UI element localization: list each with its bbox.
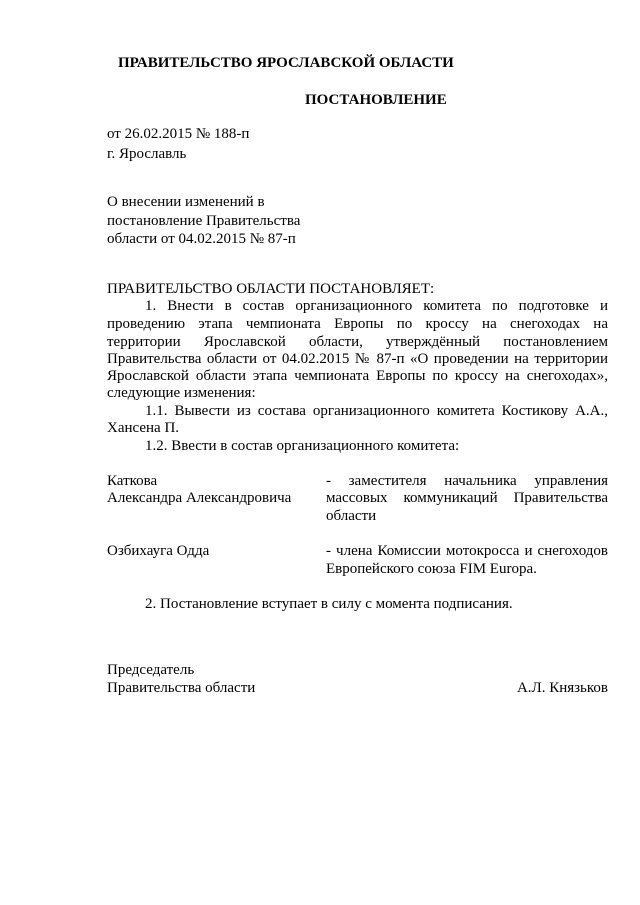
org-heading: ПРАВИТЕЛЬСТВО ЯРОСЛАВСКОЙ ОБЛАСТИ	[118, 55, 454, 71]
item1-line-6: следующие изменения:	[107, 385, 256, 401]
subject-line-1: О внесении изменений в	[107, 194, 265, 210]
member-2-name-line-1: Озбихауга Одда	[107, 543, 210, 559]
doc-type-heading: ПОСТАНОВЛЕНИЕ	[305, 92, 447, 108]
resolves-heading: ПРАВИТЕЛЬСТВО ОБЛАСТИ ПОСТАНОВЛЯЕТ:	[107, 281, 435, 297]
member-1-name-line-1: Каткова	[107, 473, 158, 489]
item1-1-line-1: 1.1. Вывести из состава организационного комитета Костикову А.А.,	[145, 403, 608, 419]
date-number: от 26.02.2015 № 188-п	[107, 126, 250, 142]
member-2-role-line-1: - члена Комиссии мотокросса и снегоходов	[326, 543, 608, 559]
item1-line-1: 1. Внести в состав организационного комитета по подготовке и	[145, 298, 608, 314]
item1-1-line-2: Хансена П.	[107, 420, 180, 436]
signature-title-line-1: Председатель	[107, 662, 195, 678]
city: г. Ярославль	[107, 146, 187, 162]
item1-line-2: проведению этапа чемпионата Европы по кроссу на снегоходах на	[107, 316, 608, 332]
subject-line-3: области от 04.02.2015 № 87-п	[107, 231, 296, 247]
member-1-role-line-3: области	[326, 508, 377, 524]
member-2-role-line-2: Европейского союза FIM Europa.	[326, 561, 537, 577]
subject-line-2: постановление Правительства	[107, 213, 301, 229]
item1-line-3: территории Ярославской области, утверждённый постановлением	[107, 334, 608, 350]
item1-line-4: Правительства области от 04.02.2015 № 87-п «О проведении на территории	[107, 351, 608, 367]
member-1-name-line-2: Александра Александровича	[107, 490, 292, 506]
item2: 2. Постановление вступает в силу с момента подписания.	[145, 596, 513, 612]
member-1-role-line-1: - заместителя начальника управления	[326, 473, 608, 489]
item1-2: 1.2. Ввести в состав организационного комитета:	[145, 438, 460, 454]
item1-line-5: Ярославской области этапа чемпионата Европы по кроссу на снегоходах»,	[107, 368, 608, 384]
signature-title-line-2: Правительства области	[107, 680, 256, 696]
signature-name: А.Л. Князьков	[516, 680, 608, 696]
member-1-role-line-2: массовых коммуникаций Правительства	[326, 490, 608, 506]
